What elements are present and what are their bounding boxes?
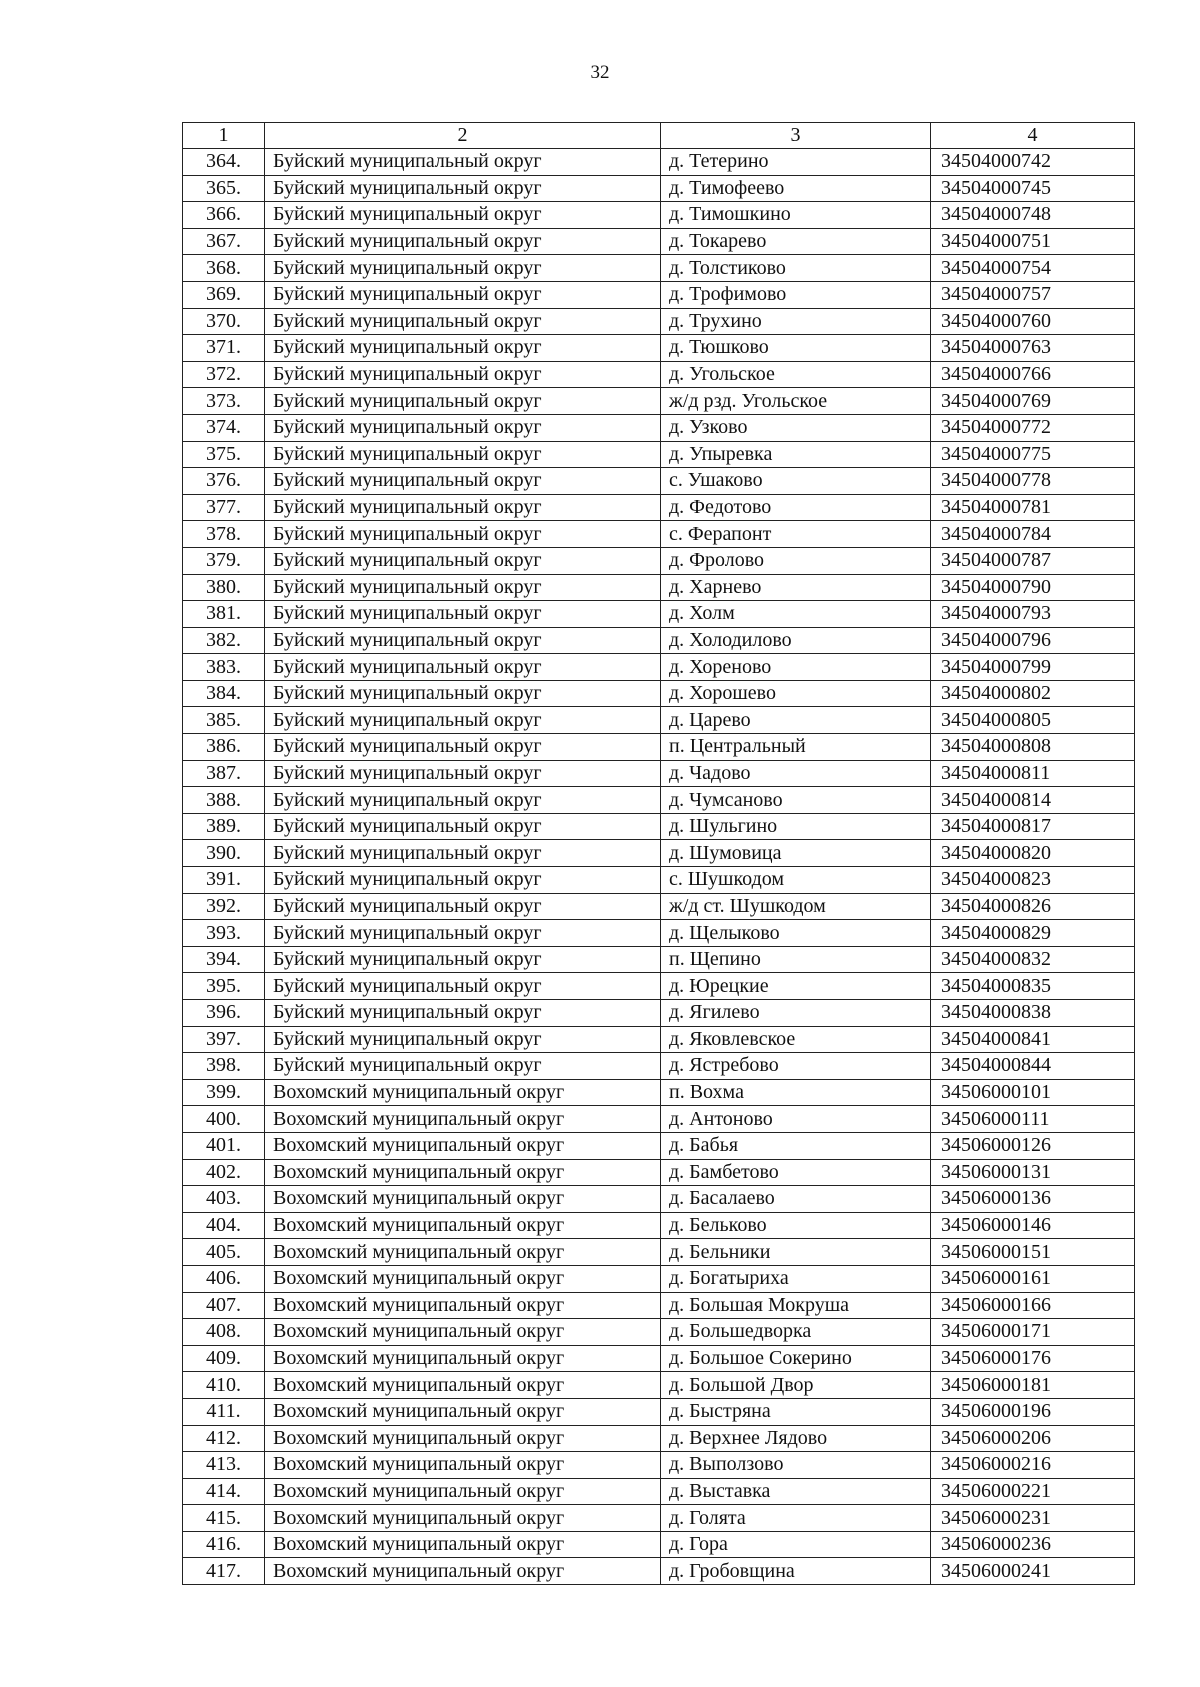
district-cell: Буйский муниципальный округ (265, 946, 661, 973)
settlement-cell: п. Центральный (661, 734, 931, 761)
district-cell: Буйский муниципальный округ (265, 414, 661, 441)
row-number-cell: 393. (183, 920, 265, 947)
code-cell: 34504000784 (931, 521, 1135, 548)
table-row (183, 335, 1135, 362)
header-col-4: 4 (931, 123, 1135, 149)
settlement-cell: д. Ястребово (661, 1053, 931, 1080)
row-number-cell: 379. (183, 547, 265, 574)
table-row (183, 574, 1135, 601)
settlement-cell: д. Яковлевское (661, 1026, 931, 1053)
code-cell: 34504000841 (931, 1026, 1135, 1053)
code-cell: 34504000745 (931, 175, 1135, 202)
code-cell: 34504000769 (931, 388, 1135, 415)
settlement-cell: д. Чумсаново (661, 787, 931, 814)
code-cell: 34504000772 (931, 414, 1135, 441)
settlement-cell: д. Басалаево (661, 1186, 931, 1213)
row-number-cell: 374. (183, 414, 265, 441)
code-cell: 34506000136 (931, 1186, 1135, 1213)
row-number-cell: 386. (183, 734, 265, 761)
district-cell: Вохомский муниципальный округ (265, 1265, 661, 1292)
row-number-cell: 406. (183, 1265, 265, 1292)
table-row (183, 1531, 1135, 1558)
row-number-cell: 366. (183, 202, 265, 229)
settlement-cell: д. Большая Мокруша (661, 1292, 931, 1319)
row-number-cell: 402. (183, 1159, 265, 1186)
table-row (183, 946, 1135, 973)
settlement-cell: д. Богатыриха (661, 1265, 931, 1292)
code-cell: 34504000808 (931, 734, 1135, 761)
code-cell: 34504000757 (931, 281, 1135, 308)
row-number-cell: 370. (183, 308, 265, 335)
code-cell: 34504000754 (931, 255, 1135, 282)
table-row (183, 175, 1135, 202)
code-cell: 34506000171 (931, 1319, 1135, 1346)
code-cell: 34506000111 (931, 1106, 1135, 1133)
settlement-cell: д. Хореново (661, 654, 931, 681)
settlement-cell: д. Гора (661, 1531, 931, 1558)
row-number-cell: 388. (183, 787, 265, 814)
district-cell: Буйский муниципальный округ (265, 441, 661, 468)
settlement-cell: п. Вохма (661, 1079, 931, 1106)
code-cell: 34506000176 (931, 1345, 1135, 1372)
settlement-cell: с. Шушкодом (661, 867, 931, 894)
code-cell: 34504000781 (931, 494, 1135, 521)
settlement-cell: д. Бельково (661, 1212, 931, 1239)
settlement-cell: ж/д рзд. Угольское (661, 388, 931, 415)
row-number-cell: 405. (183, 1239, 265, 1266)
district-cell: Буйский муниципальный округ (265, 601, 661, 628)
code-cell: 34506000231 (931, 1505, 1135, 1532)
settlement-cell: д. Щелыково (661, 920, 931, 947)
code-cell: 34504000844 (931, 1053, 1135, 1080)
settlement-cell: д. Тимофеево (661, 175, 931, 202)
table-row (183, 1452, 1135, 1479)
code-cell: 34504000820 (931, 840, 1135, 867)
code-cell: 34504000811 (931, 760, 1135, 787)
district-cell: Буйский муниципальный округ (265, 228, 661, 255)
row-number-cell: 375. (183, 441, 265, 468)
table-row (183, 361, 1135, 388)
code-cell: 34504000832 (931, 946, 1135, 973)
district-cell: Буйский муниципальный округ (265, 281, 661, 308)
code-cell: 34506000151 (931, 1239, 1135, 1266)
row-number-cell: 392. (183, 893, 265, 920)
row-number-cell: 410. (183, 1372, 265, 1399)
district-cell: Вохомский муниципальный округ (265, 1398, 661, 1425)
code-cell: 34504000823 (931, 867, 1135, 894)
table-row (183, 1159, 1135, 1186)
table-row (183, 1186, 1135, 1213)
district-cell: Буйский муниципальный округ (265, 202, 661, 229)
code-cell: 34506000206 (931, 1425, 1135, 1452)
district-cell: Вохомский муниципальный округ (265, 1292, 661, 1319)
code-cell: 34506000196 (931, 1398, 1135, 1425)
code-cell: 34506000236 (931, 1531, 1135, 1558)
district-cell: Вохомский муниципальный округ (265, 1505, 661, 1532)
row-number-cell: 382. (183, 627, 265, 654)
table-row (183, 707, 1135, 734)
table-row (183, 468, 1135, 495)
table-row (183, 654, 1135, 681)
row-number-cell: 384. (183, 680, 265, 707)
code-cell: 34504000778 (931, 468, 1135, 495)
row-number-cell: 401. (183, 1132, 265, 1159)
code-cell: 34506000146 (931, 1212, 1135, 1239)
settlement-cell: д. Бабья (661, 1132, 931, 1159)
district-cell: Вохомский муниципальный округ (265, 1452, 661, 1479)
table-row (183, 1026, 1135, 1053)
table-row (183, 441, 1135, 468)
row-number-cell: 387. (183, 760, 265, 787)
settlement-cell: д. Трухино (661, 308, 931, 335)
district-cell: Буйский муниципальный округ (265, 680, 661, 707)
row-number-cell: 389. (183, 813, 265, 840)
table-row (183, 388, 1135, 415)
district-cell: Вохомский муниципальный округ (265, 1132, 661, 1159)
table-row (183, 1478, 1135, 1505)
settlement-cell: д. Холм (661, 601, 931, 628)
code-cell: 34504000766 (931, 361, 1135, 388)
data-table (182, 122, 1135, 1585)
code-cell: 34506000166 (931, 1292, 1135, 1319)
settlement-cell: д. Шульгино (661, 813, 931, 840)
district-cell: Буйский муниципальный округ (265, 574, 661, 601)
settlement-cell: д. Гробовщина (661, 1558, 931, 1585)
settlement-cell: д. Большое Сокерино (661, 1345, 931, 1372)
district-cell: Буйский муниципальный округ (265, 893, 661, 920)
table-row (183, 521, 1135, 548)
code-cell: 34504000802 (931, 680, 1135, 707)
district-cell: Буйский муниципальный округ (265, 707, 661, 734)
settlement-cell: д. Бамбетово (661, 1159, 931, 1186)
row-number-cell: 408. (183, 1319, 265, 1346)
code-cell: 34504000751 (931, 228, 1135, 255)
header-col-3: 3 (661, 123, 931, 149)
row-number-cell: 380. (183, 574, 265, 601)
row-number-cell: 390. (183, 840, 265, 867)
settlement-cell: д. Холодилово (661, 627, 931, 654)
settlement-cell: д. Тимошкино (661, 202, 931, 229)
settlement-cell: д. Хорошево (661, 680, 931, 707)
code-cell: 34504000817 (931, 813, 1135, 840)
code-cell: 34506000221 (931, 1478, 1135, 1505)
table-row (183, 787, 1135, 814)
code-cell: 34504000793 (931, 601, 1135, 628)
district-cell: Вохомский муниципальный округ (265, 1239, 661, 1266)
row-number-cell: 371. (183, 335, 265, 362)
row-number-cell: 376. (183, 468, 265, 495)
table-row (183, 1132, 1135, 1159)
district-cell: Буйский муниципальный округ (265, 1053, 661, 1080)
district-cell: Буйский муниципальный округ (265, 494, 661, 521)
table-row (183, 1212, 1135, 1239)
row-number-cell: 369. (183, 281, 265, 308)
header-col-1: 1 (183, 123, 265, 149)
district-cell: Вохомский муниципальный округ (265, 1478, 661, 1505)
settlement-cell: д. Царево (661, 707, 931, 734)
district-cell: Вохомский муниципальный округ (265, 1372, 661, 1399)
settlement-cell: д. Антоново (661, 1106, 931, 1133)
table-row (183, 255, 1135, 282)
settlement-cell: д. Голята (661, 1505, 931, 1532)
district-cell: Буйский муниципальный округ (265, 973, 661, 1000)
table-row (183, 149, 1135, 176)
table-row (183, 893, 1135, 920)
code-cell: 34504000799 (931, 654, 1135, 681)
district-cell: Буйский муниципальный округ (265, 840, 661, 867)
table-row (183, 734, 1135, 761)
district-cell: Буйский муниципальный округ (265, 920, 661, 947)
settlement-cell: д. Упыревка (661, 441, 931, 468)
row-number-cell: 404. (183, 1212, 265, 1239)
settlement-cell: д. Выползово (661, 1452, 931, 1479)
district-cell: Вохомский муниципальный округ (265, 1212, 661, 1239)
code-cell: 34504000826 (931, 893, 1135, 920)
code-cell: 34506000101 (931, 1079, 1135, 1106)
row-number-cell: 416. (183, 1531, 265, 1558)
table-row (183, 1000, 1135, 1027)
settlement-cell: д. Чадово (661, 760, 931, 787)
table-row (183, 202, 1135, 229)
settlement-cell: д. Выставка (661, 1478, 931, 1505)
district-cell: Вохомский муниципальный округ (265, 1345, 661, 1372)
table-row (183, 1106, 1135, 1133)
code-cell: 34506000241 (931, 1558, 1135, 1585)
settlement-cell: п. Щепино (661, 946, 931, 973)
code-cell: 34506000216 (931, 1452, 1135, 1479)
row-number-cell: 399. (183, 1079, 265, 1106)
table-row (183, 414, 1135, 441)
row-number-cell: 398. (183, 1053, 265, 1080)
code-cell: 34504000760 (931, 308, 1135, 335)
header-row (183, 123, 1135, 149)
district-cell: Вохомский муниципальный округ (265, 1425, 661, 1452)
code-cell: 34504000742 (931, 149, 1135, 176)
row-number-cell: 403. (183, 1186, 265, 1213)
settlement-cell: д. Верхнее Лядово (661, 1425, 931, 1452)
code-cell: 34504000835 (931, 973, 1135, 1000)
row-number-cell: 381. (183, 601, 265, 628)
district-cell: Вохомский муниципальный округ (265, 1106, 661, 1133)
district-cell: Буйский муниципальный округ (265, 335, 661, 362)
row-number-cell: 415. (183, 1505, 265, 1532)
code-cell: 34506000161 (931, 1265, 1135, 1292)
district-cell: Вохомский муниципальный округ (265, 1319, 661, 1346)
table-row (183, 1425, 1135, 1452)
table-body (183, 149, 1135, 1585)
district-cell: Буйский муниципальный округ (265, 547, 661, 574)
table-row (183, 920, 1135, 947)
district-cell: Буйский муниципальный округ (265, 308, 661, 335)
district-cell: Буйский муниципальный округ (265, 149, 661, 176)
code-cell: 34504000838 (931, 1000, 1135, 1027)
district-cell: Буйский муниципальный округ (265, 175, 661, 202)
code-cell: 34504000787 (931, 547, 1135, 574)
settlement-cell: д. Трофимово (661, 281, 931, 308)
settlement-cell: ж/д ст. Шушкодом (661, 893, 931, 920)
table-row (183, 1265, 1135, 1292)
settlement-cell: с. Ферапонт (661, 521, 931, 548)
settlement-cell: д. Тетерино (661, 149, 931, 176)
row-number-cell: 413. (183, 1452, 265, 1479)
code-cell: 34504000796 (931, 627, 1135, 654)
table-row (183, 1372, 1135, 1399)
table-row (183, 1053, 1135, 1080)
table-row (183, 840, 1135, 867)
district-cell: Буйский муниципальный округ (265, 388, 661, 415)
row-number-cell: 396. (183, 1000, 265, 1027)
settlement-cell: д. Токарево (661, 228, 931, 255)
table-row (183, 547, 1135, 574)
code-cell: 34504000748 (931, 202, 1135, 229)
header-col-2: 2 (265, 123, 661, 149)
district-cell: Буйский муниципальный округ (265, 1026, 661, 1053)
settlement-cell: д. Федотово (661, 494, 931, 521)
row-number-cell: 411. (183, 1398, 265, 1425)
district-cell: Буйский муниципальный округ (265, 734, 661, 761)
table-row (183, 1558, 1135, 1585)
table-row (183, 680, 1135, 707)
code-cell: 34504000763 (931, 335, 1135, 362)
settlement-cell: д. Быстряна (661, 1398, 931, 1425)
table-row (183, 1319, 1135, 1346)
table-row (183, 1345, 1135, 1372)
code-cell: 34504000829 (931, 920, 1135, 947)
settlement-cell: д. Узково (661, 414, 931, 441)
table-row (183, 1505, 1135, 1532)
row-number-cell: 365. (183, 175, 265, 202)
row-number-cell: 397. (183, 1026, 265, 1053)
row-number-cell: 391. (183, 867, 265, 894)
district-cell: Буйский муниципальный округ (265, 255, 661, 282)
settlement-cell: д. Юрецкие (661, 973, 931, 1000)
district-cell: Вохомский муниципальный округ (265, 1558, 661, 1585)
settlement-cell: с. Ушаково (661, 468, 931, 495)
settlement-cell: д. Бельники (661, 1239, 931, 1266)
district-cell: Буйский муниципальный округ (265, 867, 661, 894)
district-cell: Буйский муниципальный округ (265, 760, 661, 787)
district-cell: Буйский муниципальный округ (265, 627, 661, 654)
code-cell: 34506000181 (931, 1372, 1135, 1399)
row-number-cell: 367. (183, 228, 265, 255)
code-cell: 34506000126 (931, 1132, 1135, 1159)
row-number-cell: 383. (183, 654, 265, 681)
row-number-cell: 378. (183, 521, 265, 548)
table-row (183, 1239, 1135, 1266)
settlement-cell: д. Большедворка (661, 1319, 931, 1346)
district-cell: Вохомский муниципальный округ (265, 1186, 661, 1213)
row-number-cell: 409. (183, 1345, 265, 1372)
district-cell: Буйский муниципальный округ (265, 361, 661, 388)
row-number-cell: 417. (183, 1558, 265, 1585)
district-cell: Буйский муниципальный округ (265, 1000, 661, 1027)
district-cell: Буйский муниципальный округ (265, 521, 661, 548)
code-cell: 34504000814 (931, 787, 1135, 814)
table-row (183, 1292, 1135, 1319)
row-number-cell: 364. (183, 149, 265, 176)
row-number-cell: 412. (183, 1425, 265, 1452)
district-cell: Буйский муниципальный округ (265, 468, 661, 495)
settlement-cell: д. Угольское (661, 361, 931, 388)
code-cell: 34504000790 (931, 574, 1135, 601)
table-row (183, 228, 1135, 255)
district-cell: Буйский муниципальный округ (265, 787, 661, 814)
table-row (183, 1079, 1135, 1106)
row-number-cell: 372. (183, 361, 265, 388)
district-cell: Буйский муниципальный округ (265, 813, 661, 840)
code-cell: 34504000805 (931, 707, 1135, 734)
settlement-cell: д. Фролово (661, 547, 931, 574)
row-number-cell: 385. (183, 707, 265, 734)
district-cell: Вохомский муниципальный округ (265, 1159, 661, 1186)
row-number-cell: 400. (183, 1106, 265, 1133)
table-row (183, 494, 1135, 521)
row-number-cell: 368. (183, 255, 265, 282)
page-number: 32 (590, 62, 610, 83)
table-row (183, 973, 1135, 1000)
row-number-cell: 373. (183, 388, 265, 415)
table-row (183, 760, 1135, 787)
table-row (183, 1398, 1135, 1425)
row-number-cell: 394. (183, 946, 265, 973)
settlement-cell: д. Шумовица (661, 840, 931, 867)
settlement-cell: д. Харнево (661, 574, 931, 601)
table-row (183, 281, 1135, 308)
settlement-cell: д. Ягилево (661, 1000, 931, 1027)
table-row (183, 627, 1135, 654)
district-cell: Вохомский муниципальный округ (265, 1531, 661, 1558)
settlement-cell: д. Большой Двор (661, 1372, 931, 1399)
settlement-cell: д. Толстиково (661, 255, 931, 282)
table-row (183, 601, 1135, 628)
row-number-cell: 407. (183, 1292, 265, 1319)
district-cell: Буйский муниципальный округ (265, 654, 661, 681)
row-number-cell: 414. (183, 1478, 265, 1505)
district-cell: Вохомский муниципальный округ (265, 1079, 661, 1106)
code-cell: 34506000131 (931, 1159, 1135, 1186)
table-row (183, 867, 1135, 894)
settlement-cell: д. Тюшково (661, 335, 931, 362)
table-row (183, 308, 1135, 335)
row-number-cell: 377. (183, 494, 265, 521)
table-row (183, 813, 1135, 840)
row-number-cell: 395. (183, 973, 265, 1000)
code-cell: 34504000775 (931, 441, 1135, 468)
